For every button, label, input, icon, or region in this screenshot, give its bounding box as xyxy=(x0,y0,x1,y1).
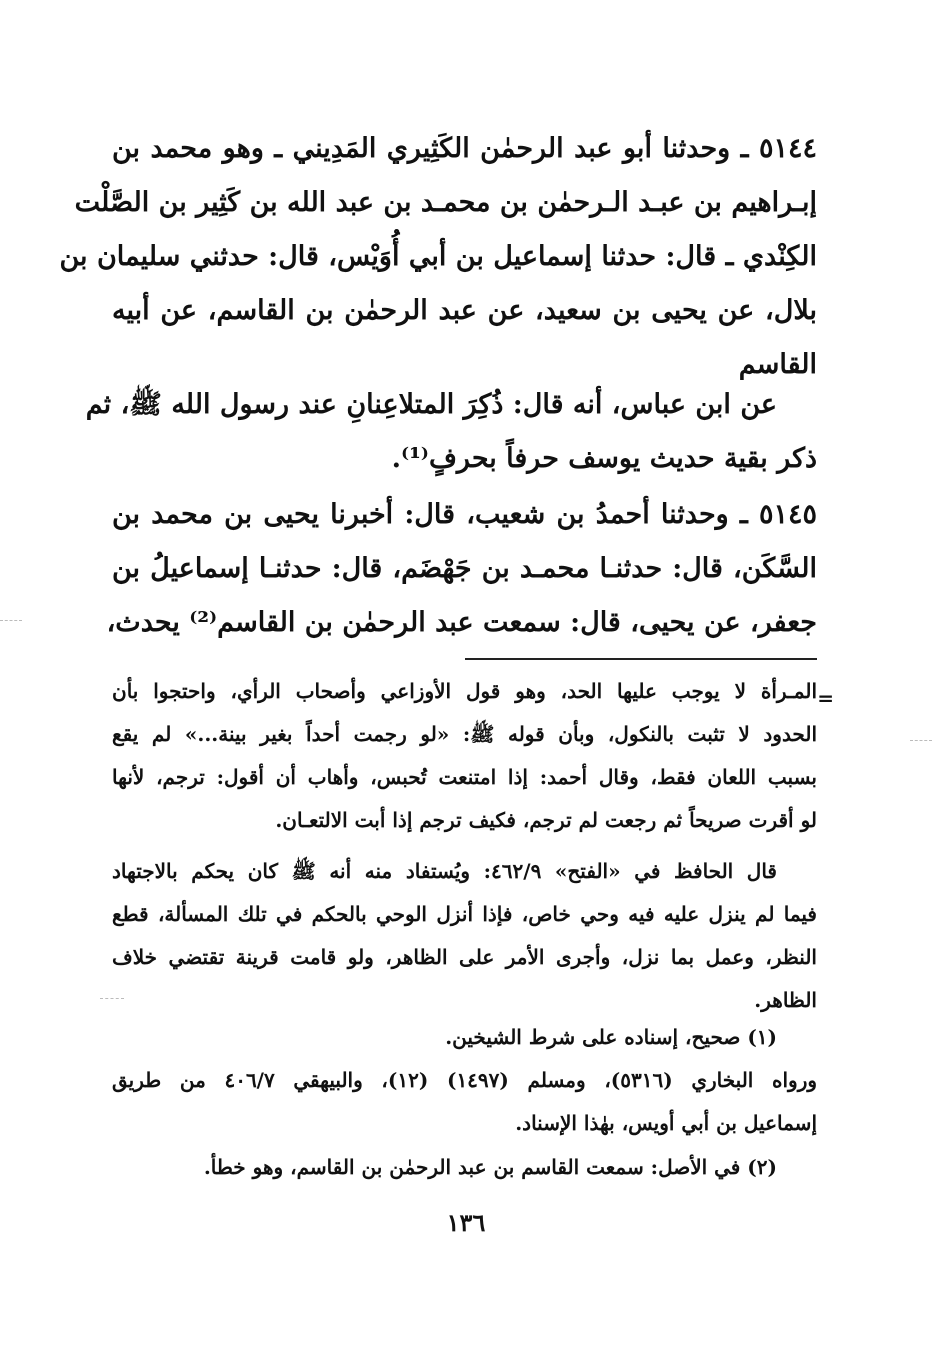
hadith-5144-line-2: إبـراهيم بن عبـد الـرحمٰن بن محمـد بن عبد الله بن كَثِير بن الصَّلْت xyxy=(74,187,817,218)
page-number: ١٣٦ xyxy=(446,1208,486,1237)
hafiz-line-1: قال الحافظ في «الفتح» ٤٦٢/٩: ويُستفاد منه أنه ﷺ كان يحكم بالاجتهاد xyxy=(112,859,777,883)
footnote-divider xyxy=(465,658,817,660)
footnote-cont-line-3: بسبب اللعان فقط، وقال أحمد: إذا امتنعت تُحبس، وأهاب أن أقول: ترجم، لأنها xyxy=(112,765,817,789)
hadith-5145-line-3: جعفر، عن يحيى، قال: سمعت عبد الرحمٰن بن القاسم⁽²⁾ يحدث، xyxy=(106,607,817,638)
footnote-1-line-2: ورواه البخاري (٥٣١٦)، ومسلم (١٤٩٧) (١٢)، والبيهقي ٤٠٦/٧ من طريق xyxy=(112,1068,818,1092)
hafiz-line-2: فيما لم ينزل عليه فيه وحي خاص، فإذا أنزل الوحي بالحكم في تلك المسألة، قطع xyxy=(112,902,817,926)
main-text xyxy=(59,122,817,392)
footnote-cont-line-4: لو أقرت صريحاً ثم رجعت لم ترجم، فكيف ترجم إذا أبت الالتعـان. xyxy=(275,808,817,832)
footnote-2 xyxy=(112,1146,817,1189)
hadith-5144-line-3: الكِنْدي ـ قال: حدثنا إسماعيل بن أبي أُوَيْس، قال: حدثني سليمان بن xyxy=(59,241,817,272)
ibn-abbas-line-1: عن ابن عباس، أنه قال: ذُكِرَ المتلاعِنانِ عند رسول الله ﷺ، ثم xyxy=(85,389,777,420)
ibn-abbas-line-2: ذكر بقية حديث يوسف حرفاً بحرفٍ⁽¹⁾. xyxy=(391,443,817,474)
footnote-continuation xyxy=(112,670,817,842)
hafiz-line-4: الظاهر. xyxy=(754,988,817,1012)
footnote-cont-line-2: الحدود لا تثبت بالنكول، وبأن قوله ﷺ: «لو رجمت أحداً بغير بينة...» لم يقع xyxy=(112,722,817,746)
scan-mark xyxy=(100,998,124,999)
main-text-para2 xyxy=(85,378,817,486)
hadith-5144-line-1: ٥١٤٤ ـ وحدثنا أبو عبد الرحمٰن الكَثِيري المَدِيني ـ وهو محمد بن xyxy=(112,133,817,164)
hadith-5145-line-2: السَّكَن، قال: حدثنـا محمـد بن جَهْضَم، قال: حدثنـا إسماعيلُ بن xyxy=(112,553,817,584)
hadith-5144-line-4: بلال، عن يحيى بن سعيد، عن عبد الرحمٰن بن القاسم، عن أبيه xyxy=(112,295,817,326)
footnote-1-line-3: إسماعيل بن أبي أويس، بهٰذا الإسناد. xyxy=(515,1111,817,1135)
footnote-1 xyxy=(112,1016,817,1145)
main-text-para3 xyxy=(106,488,817,650)
hadith-5145-line-1: ٥١٤٥ ـ وحدثنا أحمدُ بن شعيب، قال: أخبرنا يحيى بن محمد بن xyxy=(112,499,817,530)
footnote-1-line-1: (١) صحيح، إسناده على شرط الشيخين. xyxy=(445,1025,777,1049)
hafiz-line-3: النظر، وعمل بما نزل، وأجرى الأمر على الظاهر، ولو قامت قرينة تقتضي خلاف xyxy=(112,945,817,969)
footnote-hafiz xyxy=(112,850,817,1022)
footnote-cont-line-1: المـرأة لا يوجب عليها الحد، وهو قول الأوزاعي وأصحاب الرأي، واحتجوا بأن xyxy=(112,679,817,703)
footnote-2-line-1: (٢) في الأصل: سمعت القاسم بن عبد الرحمٰن بن القاسم، وهو خطأ. xyxy=(203,1155,777,1179)
continuation-mark: = xyxy=(817,686,834,710)
hadith-5144-line-5: القاسم xyxy=(738,349,817,380)
scan-mark xyxy=(910,740,932,741)
scan-mark xyxy=(0,620,22,621)
